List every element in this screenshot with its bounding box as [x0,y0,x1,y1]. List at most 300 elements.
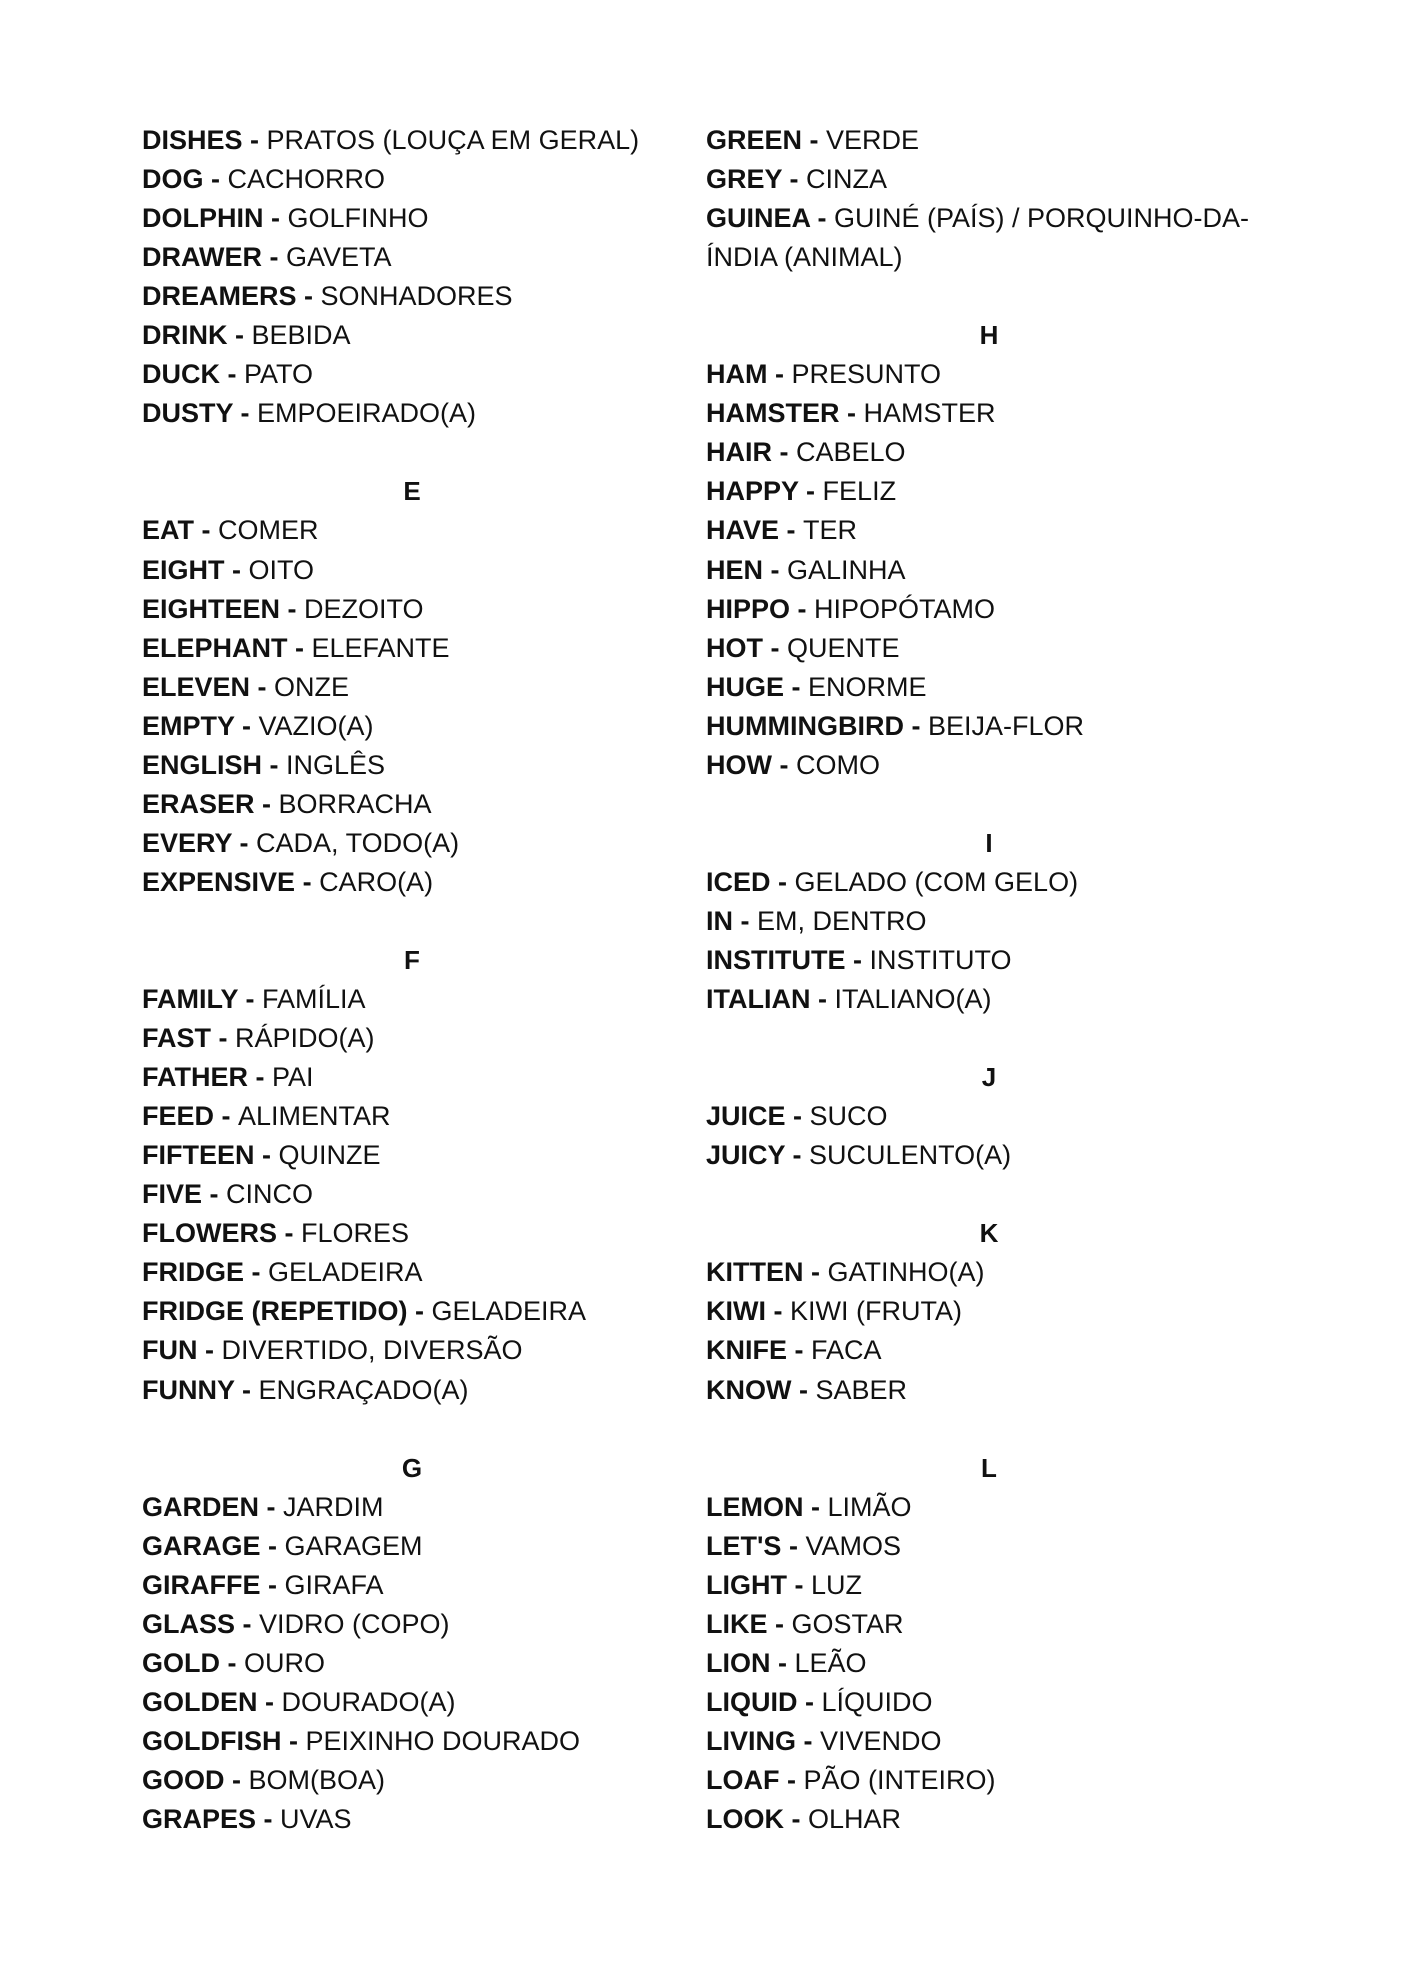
entry-translation: SONHADORES [320,281,513,312]
entry-term: FAMILY [142,984,239,1015]
section-letter-heading: F [404,944,420,975]
entry-separator: - [763,632,787,663]
entry-translation: LÍQUIDO [821,1686,933,1717]
entry-translation: CABELO [796,437,906,468]
entry-term: GARAGE [142,1530,261,1561]
blank-line [142,1410,682,1449]
entry-separator: - [262,242,286,273]
entry-translation: OLHAR [808,1804,902,1835]
entry-term: HAIR [706,437,772,468]
entry-term: LOOK [706,1804,784,1835]
entry-term: HAM [706,359,768,390]
entry-translation: TER [803,515,858,546]
entry-translation: CINCO [226,1179,314,1210]
entry-separator: - [733,905,757,936]
entry-separator: - [262,749,287,780]
glossary-entry [706,551,1306,590]
entry-translation: LUZ [811,1569,863,1600]
entry-separator: - [227,320,252,351]
entry-translation: QUENTE [787,632,900,663]
glossary-entry [706,199,1306,238]
entry-separator: - [233,398,258,429]
entry-separator: - [784,1804,808,1835]
entry-translation: INSTITUTO [869,944,1012,975]
glossary-entry [142,238,682,277]
glossary-entry [142,668,682,707]
entry-translation: SUCULENTO(A) [809,1140,1012,1171]
entry-separator: - [772,437,796,468]
entry-separator: - [234,1374,259,1405]
glossary-entry [142,277,682,316]
blank-line [706,1410,1306,1449]
entry-separator: - [203,164,228,195]
glossary-entry [142,1175,682,1214]
entry-term: ITALIAN [706,984,811,1015]
glossary-entry [706,980,1306,1019]
entry-term: FAST [142,1023,212,1054]
entry-separator: - [238,984,263,1015]
glossary-entry [706,1761,1306,1800]
entry-term: LET'S [706,1530,782,1561]
glossary-left-column [142,121,682,1839]
glossary-entry [142,199,682,238]
glossary-entry [142,629,682,668]
entry-term: LIQUID [706,1686,798,1717]
entry-translation: FACA [811,1335,882,1366]
glossary-entry [706,1371,1306,1410]
glossary-entry [142,1800,682,1839]
entry-separator: - [194,515,218,546]
entry-translation: DIVERTIDO, DIVERSÃO [221,1335,523,1366]
glossary-entry [142,1644,682,1683]
glossary-entry [142,1331,682,1370]
entry-term: GREY [706,164,783,195]
entry-separator: - [287,632,312,663]
glossary-entry [142,511,682,550]
entry-translation: ALIMENTAR [238,1101,391,1132]
entry-translation: COMO [795,749,880,780]
entry-translation-continuation: ÍNDIA (ANIMAL) [706,242,903,273]
entry-term: GIRAFFE [142,1569,261,1600]
glossary-entry [706,590,1306,629]
entry-translation: VAZIO(A) [258,710,374,741]
entry-term: FATHER [142,1062,248,1093]
entry-separator: - [790,593,815,624]
entry-translation: KIWI (FRUTA) [790,1296,962,1327]
entry-separator: - [260,1530,285,1561]
entry-term: KITTEN [706,1257,804,1288]
entry-translation: GARAGEM [284,1530,423,1561]
entry-term: LION [706,1647,771,1678]
entry-translation: EM, DENTRO [757,905,927,936]
entry-translation: FELIZ [822,476,897,507]
entry-translation: GOSTAR [791,1608,904,1639]
section-letter-heading: H [979,320,999,351]
entry-translation: LEÃO [794,1647,867,1678]
entry-term: LEMON [706,1491,804,1522]
entry-separator: - [234,710,259,741]
entry-term: EAT [142,515,194,546]
entry-separator: - [803,1491,828,1522]
entry-term: DUCK [142,359,220,390]
glossary-entry [142,121,682,160]
glossary-entry [706,160,1306,199]
entry-separator: - [798,476,823,507]
entry-term: GOLD [142,1647,220,1678]
glossary-entry [706,433,1306,472]
entry-translation: ITALIANO(A) [834,984,992,1015]
glossary-entry [706,941,1306,980]
entry-term: GLASS [142,1608,236,1639]
entry-separator: - [810,984,835,1015]
entry-term: DRINK [142,320,228,351]
blank-line [706,785,1306,824]
entry-separator: - [791,1374,816,1405]
glossary-entry [706,746,1306,785]
entry-translation: PATO [244,359,314,390]
glossary-entry [706,472,1306,511]
entry-term: HIPPO [706,593,791,624]
entry-separator: - [787,1569,811,1600]
entry-translation: GOLFINHO [287,203,429,234]
entry-translation: PEIXINHO DOURADO [305,1725,581,1756]
glossary-entry [142,355,682,394]
entry-translation: VAMOS [805,1530,901,1561]
glossary-entry [142,590,682,629]
entry-separator: - [254,788,279,819]
entry-term: HEN [706,554,764,585]
glossary-entry [706,1566,1306,1605]
entry-separator: - [766,1296,790,1327]
entry-translation: LIMÃO [827,1491,912,1522]
glossary-entry [706,1253,1306,1292]
glossary-entry [142,1136,682,1175]
entry-separator: - [407,1296,432,1327]
entry-separator: - [810,203,835,234]
entry-translation: ONZE [274,671,350,702]
entry-separator: - [202,1179,227,1210]
entry-translation: CADA, TODO(A) [256,827,460,858]
glossary-entry [706,1605,1306,1644]
entry-separator: - [781,1530,806,1561]
entry-term: FLOWERS [142,1218,277,1249]
entry-translation: VERDE [826,125,920,155]
entry-separator: - [281,1725,306,1756]
entry-separator: - [280,593,305,624]
glossary-entry [142,160,682,199]
entry-translation: PRESUNTO [791,359,942,390]
entry-translation: HIPOPÓTAMO [814,593,996,624]
glossary-entry [706,1722,1306,1761]
entry-term: INSTITUTE [706,944,846,975]
entry-translation: ELEFANTE [311,632,450,663]
entry-term: GOOD [142,1764,225,1795]
glossary-entry [706,1488,1306,1527]
entry-term: HOW [706,749,772,780]
entry-term: ENGLISH [142,749,263,780]
section-letter-heading: K [979,1218,999,1249]
entry-separator: - [845,944,870,975]
entry-term: KNOW [706,1374,792,1405]
glossary-entry [706,355,1306,394]
glossary-entry [706,629,1306,668]
entry-separator: - [767,1608,792,1639]
entry-translation: RÁPIDO(A) [235,1023,375,1054]
glossary-right-column [706,121,1306,1839]
entry-separator: - [785,1140,810,1171]
entry-separator: - [770,866,795,897]
entry-term: HAPPY [706,476,799,507]
glossary-entry [706,1136,1306,1175]
glossary-entry [142,1605,682,1644]
blank-line [706,1175,1306,1214]
entry-separator: - [257,1686,282,1717]
entry-translation: BORRACHA [278,788,432,819]
entry-separator: - [802,125,827,155]
glossary-entry [706,1800,1306,1839]
glossary-entry [706,121,1306,160]
blank-line [706,277,1306,316]
entry-term: IN [706,905,733,936]
entry-translation: GELADEIRA [268,1257,423,1288]
glossary-entry [142,1097,682,1136]
entry-term: DUSTY [142,398,234,429]
entry-term: LIVING [706,1725,797,1756]
entry-separator: - [785,1101,810,1132]
entry-separator: - [784,671,809,702]
glossary-entry [706,1683,1306,1722]
entry-term: LIKE [706,1608,768,1639]
entry-translation: DOURADO(A) [281,1686,456,1717]
glossary-entry [142,785,682,824]
entry-term: HAMSTER [706,398,840,429]
glossary-entry [706,902,1306,941]
glossary-entry [706,1097,1306,1136]
entry-translation: BEBIDA [251,320,351,351]
entry-term: DREAMERS [142,281,297,312]
glossary-entry [142,746,682,785]
entry-separator: - [787,1335,811,1366]
entry-separator: - [256,1804,281,1835]
glossary-entry [142,1253,682,1292]
entry-term: FRIDGE [142,1257,245,1288]
entry-translation: PAI [272,1062,314,1093]
glossary-entry [706,1331,1306,1370]
glossary-entry [142,980,682,1019]
glossary-entry [706,511,1306,550]
entry-separator: - [796,1725,821,1756]
entry-separator: - [211,1023,236,1054]
glossary-entry [142,1566,682,1605]
entry-separator: - [903,710,928,741]
entry-translation: GALINHA [787,554,906,585]
entry-separator: - [254,1140,279,1171]
entry-translation: FAMÍLIA [262,984,366,1015]
entry-term: KNIFE [706,1335,787,1366]
entry-term: GUINEA [706,203,811,234]
entry-separator: - [782,164,807,195]
entry-translation: SABER [815,1374,908,1405]
entry-translation: FLORES [301,1218,410,1249]
entry-term: FIVE [142,1179,203,1210]
entry-term: DOLPHIN [142,203,264,234]
glossary-entry [706,1292,1306,1331]
entry-translation: OITO [248,554,315,585]
glossary-entry [142,1527,682,1566]
glossary-entry [706,394,1306,433]
entry-separator: - [250,671,275,702]
entry-translation: UVAS [280,1804,352,1835]
entry-term: HUMMINGBIRD [706,710,904,741]
entry-translation: BOM(BOA) [248,1764,386,1795]
entry-translation: GELADO (COM GELO) [794,866,1079,897]
entry-separator: - [779,515,804,546]
entry-translation: BEIJA-FLOR [927,710,1085,741]
entry-separator: - [224,554,249,585]
entry-translation: ENORME [808,671,927,702]
section-letter-heading: J [981,1062,997,1093]
glossary-entry [142,863,682,902]
glossary-entry [142,1058,682,1097]
entry-term: ELEPHANT [142,632,288,663]
entry-translation: VIVENDO [820,1725,942,1756]
entry-term: LOAF [706,1764,780,1795]
glossary-entry [142,316,682,355]
entry-separator: - [232,827,257,858]
glossary-entry [142,1371,682,1410]
entry-translation: DEZOITO [304,593,424,624]
entry-term: FEED [142,1101,215,1132]
entry-term: EVERY [142,827,233,858]
entry-term: EIGHTEEN [142,593,281,624]
blank-line [706,1019,1306,1058]
entry-term: JUICE [706,1101,786,1132]
entry-translation: INGLÊS [286,749,386,780]
entry-separator: - [214,1101,239,1132]
entry-translation: JARDIM [283,1491,384,1522]
entry-separator: - [779,1764,804,1795]
entry-separator: - [220,1647,244,1678]
entry-separator: - [248,1062,272,1093]
entry-term: DOG [142,164,204,195]
entry-separator: - [220,359,244,390]
glossary-entry [142,1683,682,1722]
glossary-entry [142,1488,682,1527]
entry-term: LIGHT [706,1569,787,1600]
entry-separator: - [771,749,796,780]
entry-term: ELEVEN [142,671,251,702]
entry-term: ICED [706,866,771,897]
entry-translation: GELADEIRA [431,1296,587,1327]
entry-translation: GUINÉ (PAÍS) / PORQUINHO-DA- [834,203,1250,234]
entry-term: KIWI [706,1296,766,1327]
entry-term: EIGHT [142,554,225,585]
entry-translation: GATINHO(A) [827,1257,985,1288]
entry-separator: - [235,1608,260,1639]
entry-separator: - [259,1491,284,1522]
entry-term: GOLDFISH [142,1725,282,1756]
entry-separator: - [260,1569,285,1600]
entry-translation: PÃO (INTEIRO) [803,1764,996,1795]
entry-term: HAVE [706,515,780,546]
blank-line [142,433,682,472]
entry-translation: COMER [218,515,319,546]
entry-separator: - [277,1218,301,1249]
entry-translation: EMPOEIRADO(A) [257,398,477,429]
glossary-entry [706,863,1306,902]
entry-translation: CACHORRO [227,164,386,195]
entry-translation: HAMSTER [863,398,996,429]
glossary-entry [706,1527,1306,1566]
section-letter-heading: I [985,827,993,858]
entry-separator: - [263,203,288,234]
glossary-entry [142,824,682,863]
glossary-entry [142,1214,682,1253]
entry-term: FRIDGE (REPETIDO) [142,1296,408,1327]
section-letter-heading: L [981,1452,997,1483]
entry-separator: - [244,1257,269,1288]
entry-separator: - [797,1686,822,1717]
glossary-entry [142,1722,682,1761]
glossary-entry [142,1292,682,1331]
entry-term: JUICY [706,1140,786,1171]
entry-separator: - [296,281,321,312]
entry-separator: - [839,398,864,429]
entry-term: EXPENSIVE [142,866,296,897]
entry-separator: - [763,554,788,585]
entry-term: GOLDEN [142,1686,258,1717]
entry-translation: QUINZE [278,1140,381,1171]
entry-term: HOT [706,632,763,663]
entry-translation: GAVETA [286,242,392,273]
entry-separator: - [242,125,267,155]
entry-term: DRAWER [142,242,262,273]
glossary-entry [706,1644,1306,1683]
entry-separator: - [803,1257,828,1288]
entry-term: FUNNY [142,1374,235,1405]
entry-separator: - [197,1335,222,1366]
entry-term: ERASER [142,788,255,819]
blank-line [142,902,682,941]
entry-term: FIFTEEN [142,1140,255,1171]
glossary-entry [142,394,682,433]
entry-term: HUGE [706,671,785,702]
entry-separator: - [770,1647,795,1678]
glossary-entry [706,668,1306,707]
glossary-entry [142,1019,682,1058]
entry-term: FUN [142,1335,198,1366]
entry-term: EMPTY [142,710,235,741]
entry-term: DISHES [142,125,243,155]
entry-separator: - [224,1764,249,1795]
entry-term: GREEN [706,125,803,155]
entry-translation: PRATOS (LOUÇA EM GERAL) [266,125,640,155]
entry-translation: OURO [244,1647,325,1678]
entry-separator: - [767,359,792,390]
glossary-entry [706,707,1306,746]
entry-term: GRAPES [142,1804,257,1835]
entry-term: GARDEN [142,1491,260,1522]
entry-translation: VIDRO (COPO) [259,1608,450,1639]
entry-translation: CINZA [806,164,888,195]
entry-translation: ENGRAÇADO(A) [258,1374,469,1405]
entry-translation: SUCO [809,1101,888,1132]
entry-separator: - [295,866,320,897]
glossary-entry [142,1761,682,1800]
entry-translation: GIRAFA [284,1569,384,1600]
entry-translation: CARO(A) [319,866,434,897]
glossary-entry [142,707,682,746]
